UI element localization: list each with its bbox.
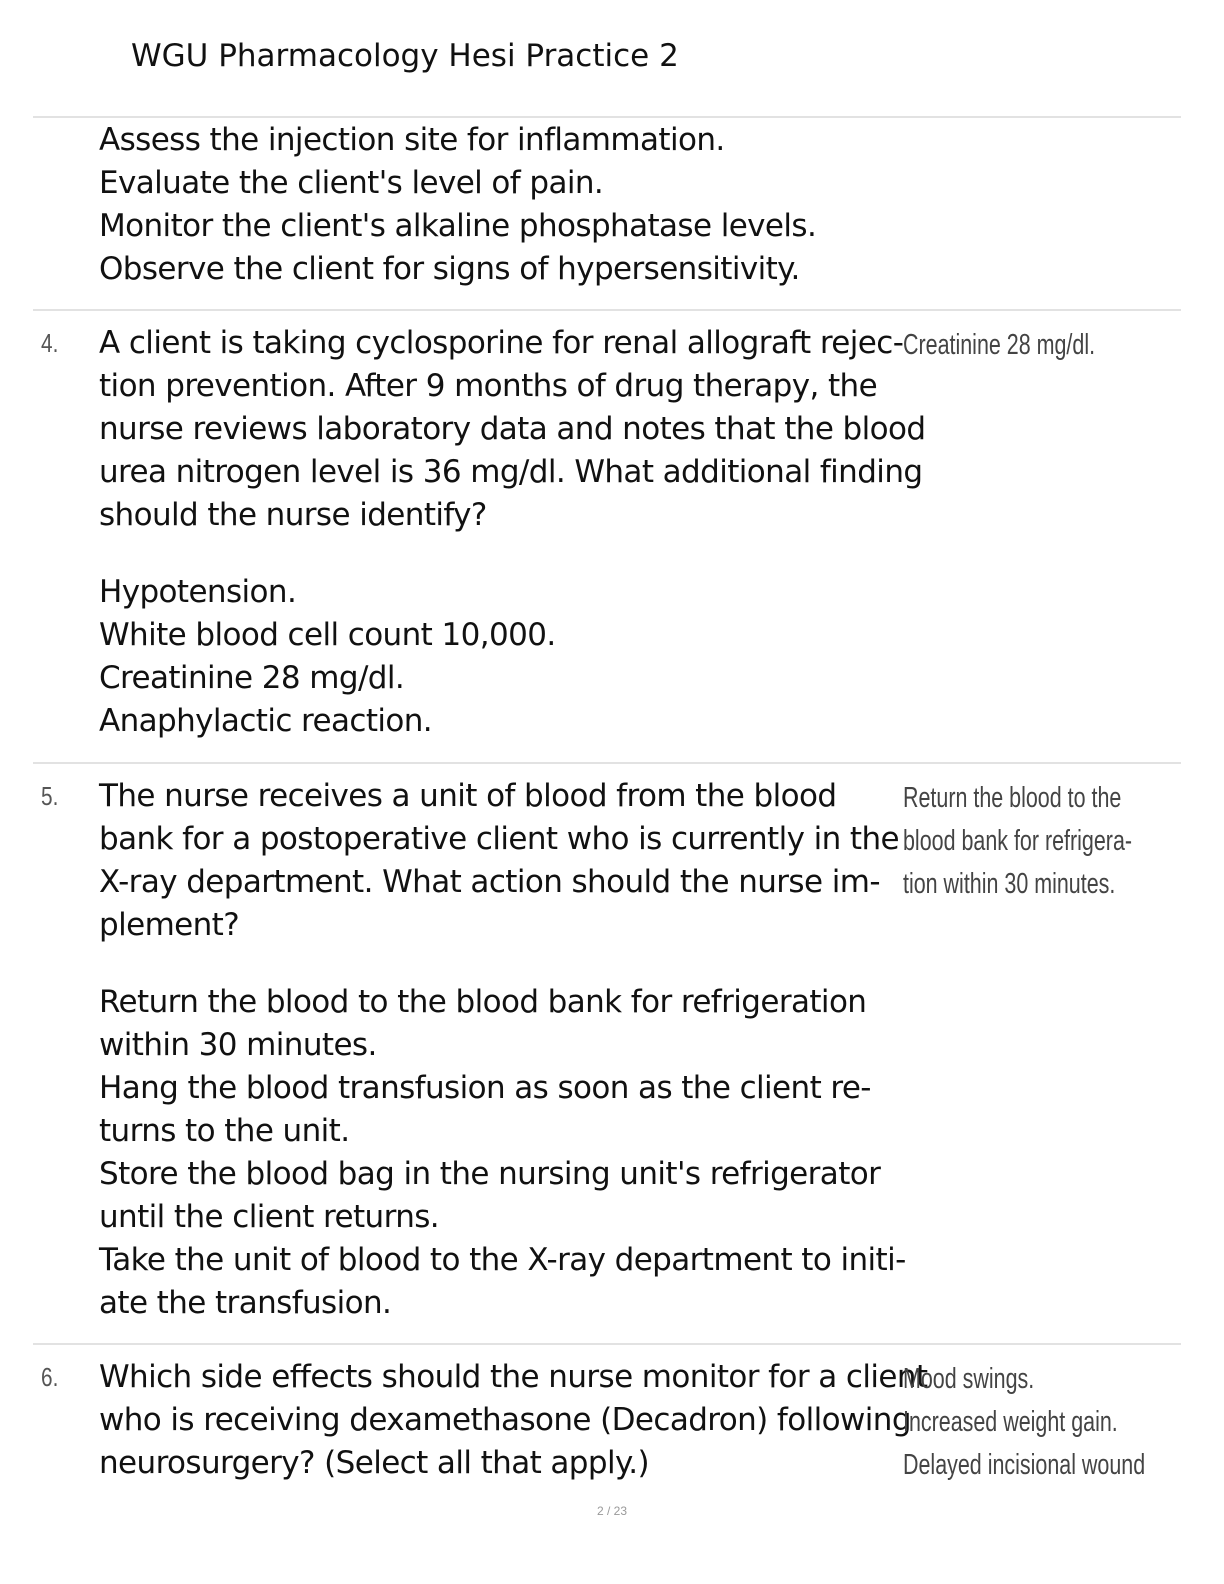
question-stem-line: nurse reviews laboratory data and notes that the blood [99, 411, 926, 447]
question-4-block [99, 322, 926, 743]
option-item: Anaphylactic reaction. [99, 703, 433, 739]
question-stem-line: who is receiving dexamethasone (Decadron) following [99, 1402, 911, 1438]
answer-line: Creatinine 28 mg/dl. [903, 329, 1096, 361]
question-stem-line: X-ray department. What action should the nurse im- [99, 864, 880, 900]
answer-line: Increased weight gain. [903, 1406, 1118, 1438]
question-number: 5. [41, 781, 59, 811]
question-stem-line: urea nitrogen level is 36 mg/dl. What additional finding [99, 454, 923, 490]
option-line: Take the unit of blood to the X-ray department to initi- [99, 1242, 906, 1278]
option-item: Observe the client for signs of hypersensitivity. [99, 251, 800, 287]
option-item: White blood cell count 10,000. [99, 617, 556, 653]
answer-line: Return the blood to the [903, 782, 1122, 814]
answer-line: Mood swings. [903, 1363, 1035, 1395]
option-line: within 30 minutes. [99, 1027, 377, 1063]
option-line: Store the blood bag in the nursing unit's refrigerator [99, 1156, 881, 1192]
question-stem-line: A client is taking cyclosporine for renal allograft rejec- [99, 325, 904, 361]
section-divider [33, 1343, 1181, 1345]
question-stem-line: plement? [99, 907, 240, 943]
section-divider [33, 116, 1181, 118]
page-indicator: 2 / 23 [596, 1504, 628, 1518]
answer-column [903, 324, 1095, 367]
question-number: 6. [41, 1362, 59, 1392]
option-item: Creatinine 28 mg/dl. [99, 660, 405, 696]
option-line: turns to the unit. [99, 1113, 350, 1149]
section-divider [33, 762, 1181, 764]
option-item: Evaluate the client's level of pain. [99, 165, 604, 201]
question-number: 4. [41, 328, 59, 358]
document-title: WGU Pharmacology Hesi Practice 2 [131, 38, 679, 74]
option-line: until the client returns. [99, 1199, 440, 1235]
section-divider [33, 309, 1181, 311]
option-item: Hypotension. [99, 574, 297, 610]
option-line: Return the blood to the blood bank for refrigeration [99, 984, 867, 1020]
option-line: ate the transfusion. [99, 1285, 392, 1321]
answer-column [903, 1358, 1145, 1487]
question-stem-line: The nurse receives a unit of blood from the blood [99, 778, 837, 814]
continued-options-list [99, 119, 899, 291]
question-stem-line: neurosurgery? (Select all that apply.) [99, 1445, 650, 1481]
question-5-block [99, 775, 906, 1325]
option-item: Assess the injection site for inflammation. [99, 122, 725, 158]
option-item: Monitor the client's alkaline phosphatase levels. [99, 208, 817, 244]
option-line: Hang the blood transfusion as soon as the client re- [99, 1070, 871, 1106]
answer-column [903, 777, 1132, 906]
answer-line: blood bank for refrigera- [903, 825, 1133, 857]
answer-line: tion within 30 minutes. [903, 868, 1116, 900]
question-6-block [99, 1356, 928, 1485]
question-stem-line: tion prevention. After 9 months of drug therapy, the [99, 368, 878, 404]
question-stem-line: bank for a postoperative client who is currently in the [99, 821, 899, 857]
answer-line: Delayed incisional wound [903, 1449, 1146, 1481]
question-stem-line: should the nurse identify? [99, 497, 487, 533]
question-stem-line: Which side effects should the nurse monitor for a client [99, 1359, 928, 1395]
